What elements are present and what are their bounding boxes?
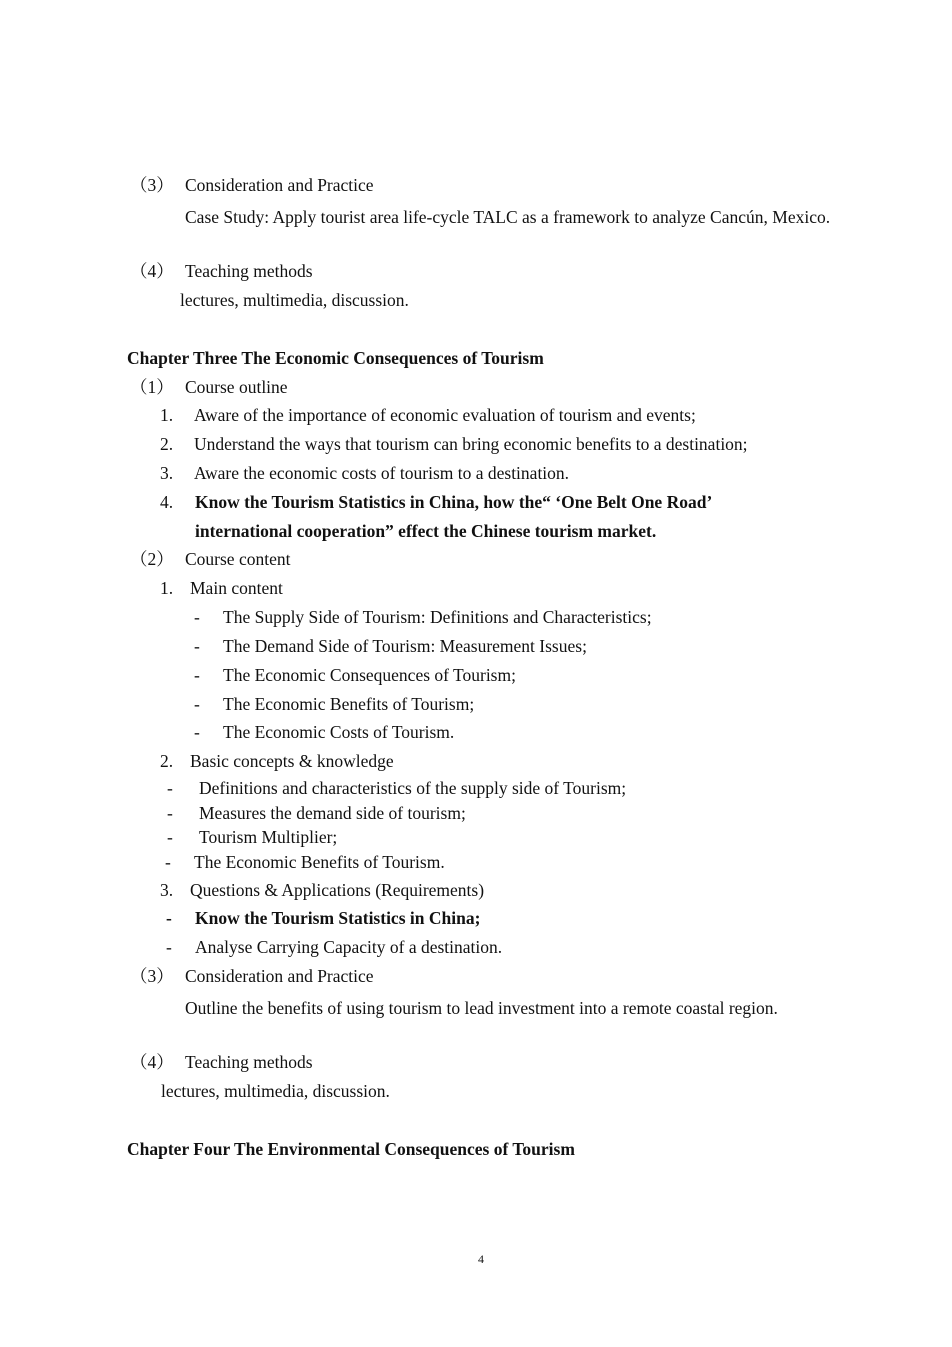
chapter-heading: Chapter Four The Environmental Consequences of Tourism: [127, 1139, 575, 1159]
bullet-item: The Economic Benefits of Tourism;: [223, 694, 475, 714]
section-title: Consideration and Practice: [185, 966, 374, 986]
chapter-heading: Chapter Three The Economic Consequences of Tourism: [127, 348, 544, 368]
list-number: 3.: [160, 880, 174, 900]
section-number: （4）: [130, 1052, 174, 1072]
bullet-item: Analyse Carrying Capacity of a destination.: [195, 937, 503, 957]
list-number: 4.: [160, 492, 174, 512]
case-study-text: Case Study: Apply tourist area life-cycle TALC as a framework to analyze Cancún, Mexico.: [185, 207, 831, 227]
bullet-item: The Economic Benefits of Tourism.: [194, 852, 445, 872]
bullet-item: Tourism Multiplier;: [199, 827, 338, 847]
list-item: Aware the economic costs of tourism to a destination.: [194, 463, 570, 483]
list-number: 2.: [160, 751, 174, 771]
bullet-dash: -: [166, 908, 172, 928]
bullet-dash: -: [194, 665, 200, 685]
bullet-dash: -: [166, 937, 172, 957]
section-number: （3）: [130, 966, 174, 986]
bullet-item: The Demand Side of Tourism: Measurement Issues;: [223, 636, 587, 656]
subsection-title: Basic concepts & knowledge: [190, 751, 394, 771]
list-item: Understand the ways that tourism can bring economic benefits to a destination;: [194, 434, 748, 454]
section-number: （1）: [130, 377, 174, 397]
bullet-dash: -: [194, 722, 200, 742]
list-item-bold: Know the Tourism Statistics in China, how the“ ‘One Belt One Road’: [195, 492, 713, 512]
list-number: 2.: [160, 434, 174, 454]
bullet-item: The Economic Costs of Tourism.: [223, 722, 455, 742]
list-number: 3.: [160, 463, 174, 483]
list-number: 1.: [160, 405, 174, 425]
list-item-bold: international cooperation” effect the Chinese tourism market.: [195, 521, 657, 541]
subsection-title: Questions & Applications (Requirements): [190, 880, 485, 900]
bullet-item: The Economic Consequences of Tourism;: [223, 665, 516, 685]
practice-text: Outline the benefits of using tourism to lead investment into a remote coastal region.: [185, 998, 778, 1018]
bullet-dash: -: [194, 607, 200, 627]
bullet-item: Definitions and characteristics of the supply side of Tourism;: [199, 778, 627, 798]
bullet-dash: -: [165, 852, 171, 872]
teaching-methods-text: lectures, multimedia, discussion.: [161, 1081, 390, 1101]
section-title: Course content: [185, 549, 291, 569]
section-number: （4）: [130, 261, 174, 281]
bullet-item: Measures the demand side of tourism;: [199, 803, 466, 823]
bullet-dash: -: [167, 803, 173, 823]
bullet-item: The Supply Side of Tourism: Definitions and Characteristics;: [223, 607, 652, 627]
bullet-dash: -: [167, 778, 173, 798]
section-number: （2）: [130, 549, 174, 569]
teaching-methods-text: lectures, multimedia, discussion.: [180, 290, 409, 310]
bullet-dash: -: [167, 827, 173, 847]
section-title: Teaching methods: [185, 1052, 313, 1072]
subsection-title: Main content: [190, 578, 283, 598]
list-item: Aware of the importance of economic evaluation of tourism and events;: [194, 405, 696, 425]
section-title: Course outline: [185, 377, 288, 397]
bullet-item-bold: Know the Tourism Statistics in China;: [195, 908, 481, 928]
section-title: Consideration and Practice: [185, 175, 374, 195]
section-title: Teaching methods: [185, 261, 313, 281]
bullet-dash: -: [194, 636, 200, 656]
list-number: 1.: [160, 578, 174, 598]
page-number: 4: [478, 1252, 484, 1266]
bullet-dash: -: [194, 694, 200, 714]
section-number: （3）: [130, 175, 174, 195]
